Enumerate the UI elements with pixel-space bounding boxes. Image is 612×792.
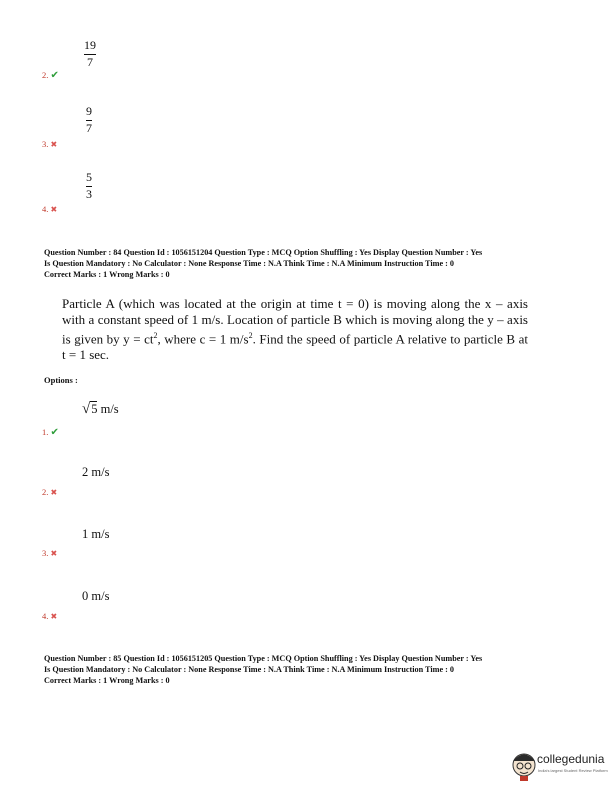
cross-icon: ✖	[50, 205, 58, 214]
options-label: Options :	[44, 375, 78, 385]
fraction-denominator: 7	[86, 121, 92, 135]
option-4-number: 4. ✖	[42, 204, 58, 214]
meta-line-2: Is Question Mandatory : No Calculator : None Response Time : N.A Think Time : N.A Minimum Instruction Time : 0	[44, 259, 455, 268]
option-3-text: 1 m/s	[82, 527, 110, 541]
meta-line-2: Is Question Mandatory : No Calculator : None Response Time : N.A Think Time : N.A Minimum Instruction Time : 0	[44, 665, 455, 674]
sqrt-expression: √5	[82, 401, 98, 417]
sqrt-icon: √	[82, 401, 91, 417]
meta-line-3: Correct Marks : 1 Wrong Marks : 0	[44, 676, 170, 685]
option-1-number: 1. ✔	[42, 427, 59, 438]
fraction-denominator: 3	[86, 187, 92, 201]
question-84-text: Particle A (which was located at the origin at time t = 0) is moving along the x – axis with a constant speed of 1 m/s. Location of particle B which is moving along the y – axis is given by $y = ct^2$, where c = 1 $m/s^2$. Find the speed of particle A relative to particle B at t = 1 sec.	[62, 296, 528, 363]
option-2-text: 2 m/s	[82, 465, 110, 479]
option-2-number: 2. ✖	[42, 487, 58, 497]
option-2-number: 2. ✔	[42, 70, 59, 81]
option-3-fraction	[86, 171, 92, 201]
watermark-brand: collegedunia	[537, 752, 605, 766]
check-icon: ✔	[50, 70, 59, 81]
option-3-number: 3. ✖	[42, 548, 58, 558]
fraction-numerator: 19	[84, 38, 96, 52]
cross-icon: ✖	[50, 612, 58, 621]
cross-icon: ✖	[50, 488, 58, 497]
question-84-meta	[44, 247, 574, 280]
check-icon: ✔	[50, 427, 59, 438]
option-4-number: 4. ✖	[42, 611, 58, 621]
question-85-meta	[44, 653, 574, 686]
fraction-numerator: 5	[86, 170, 92, 184]
watermark-tagline: India's largest Student Review Platform	[538, 768, 608, 773]
cross-icon: ✖	[50, 549, 58, 558]
meta-line-1: Question Number : 84 Question Id : 1056151204 Question Type : MCQ Option Shuffling : Yes Display Question Number : Yes	[44, 248, 483, 257]
option-2-fraction	[86, 105, 92, 135]
meta-line-1: Question Number : 85 Question Id : 1056151205 Question Type : MCQ Option Shuffling : Yes Display Question Number : Yes	[44, 654, 483, 663]
fraction-denominator: 7	[87, 55, 93, 69]
option-1-text: √5 m/s	[82, 401, 119, 417]
cross-icon: ✖	[50, 140, 58, 149]
option-4-text: 0 m/s	[82, 589, 110, 603]
option-1-fraction	[84, 39, 96, 69]
fraction-numerator: 9	[86, 104, 92, 118]
option-3-number: 3. ✖	[42, 139, 58, 149]
meta-line-3: Correct Marks : 1 Wrong Marks : 0	[44, 270, 170, 279]
